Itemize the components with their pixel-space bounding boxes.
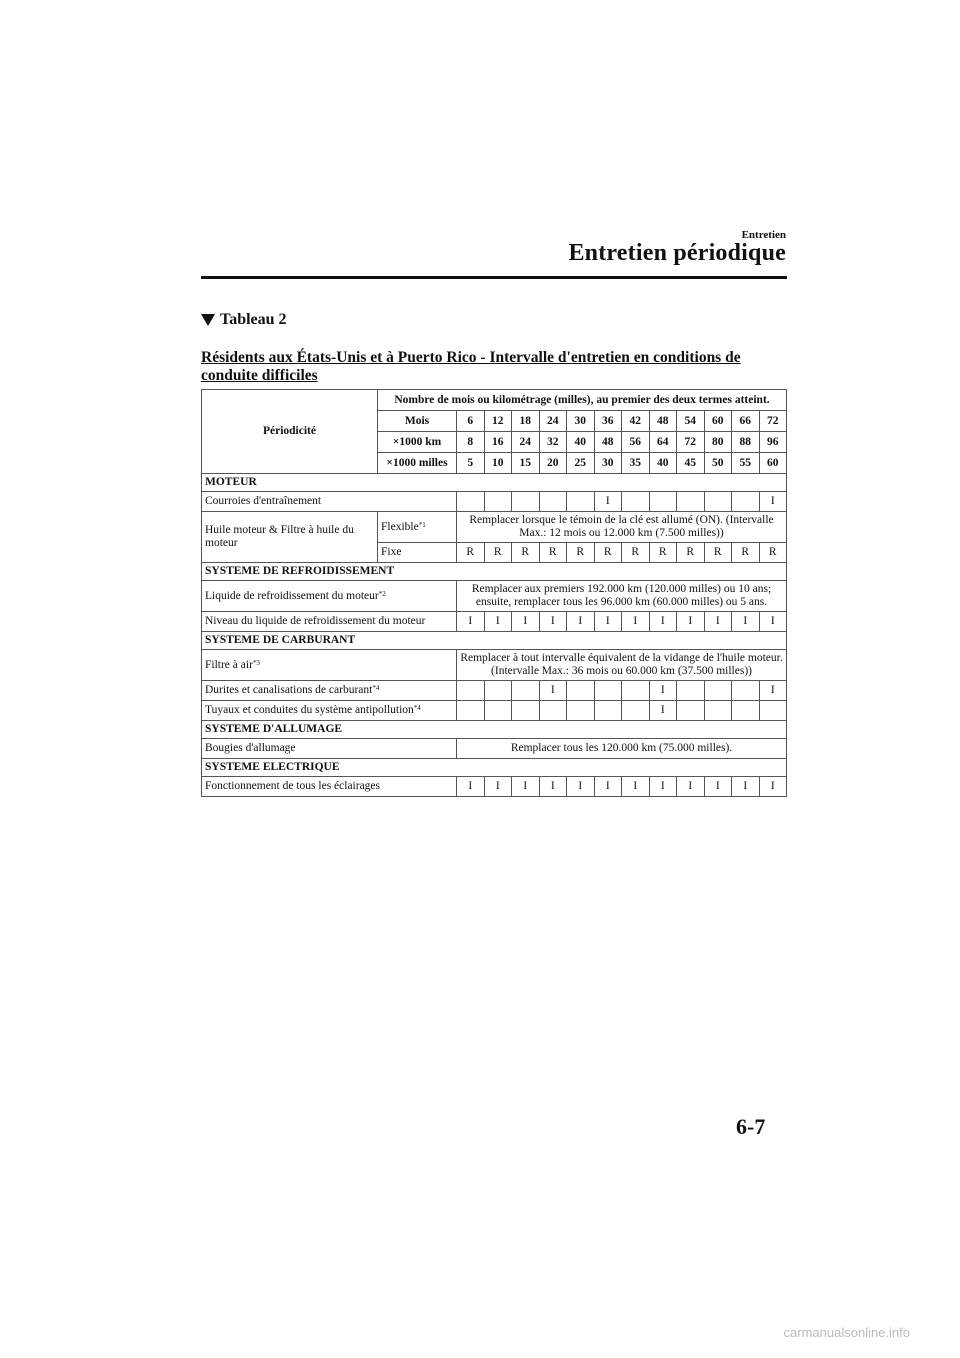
chapter-title: Entretien périodique — [568, 240, 786, 266]
cell: I — [457, 612, 485, 632]
cell — [567, 701, 595, 721]
table-heading-text: Tableau 2 — [220, 311, 287, 328]
cell: 48 — [594, 432, 622, 453]
cell: 72 — [759, 411, 787, 432]
section-heading-carburant: SYSTEME DE CARBURANT — [202, 632, 787, 650]
cell: I — [484, 777, 512, 797]
months-label: Mois — [378, 411, 457, 432]
cell — [539, 492, 567, 512]
cell: 16 — [484, 432, 512, 453]
cell — [759, 701, 787, 721]
cell: I — [704, 777, 732, 797]
cell — [677, 681, 705, 701]
cell: 24 — [539, 411, 567, 432]
periodicity-header: Périodicité — [202, 390, 378, 474]
cell: I — [649, 612, 677, 632]
cell — [704, 492, 732, 512]
cell: R — [594, 543, 622, 563]
cell: I — [539, 681, 567, 701]
row-label: Durites et canalisations de carburant$^{*4}$ — [202, 681, 457, 701]
cell: 60 — [704, 411, 732, 432]
cell: 30 — [567, 411, 595, 432]
cell — [457, 492, 485, 512]
cell: I — [759, 492, 787, 512]
cell: 55 — [732, 453, 760, 474]
cell — [732, 701, 760, 721]
cell — [594, 681, 622, 701]
cell — [622, 681, 650, 701]
cell: 72 — [677, 432, 705, 453]
cell: I — [622, 777, 650, 797]
cell: I — [649, 681, 677, 701]
cell — [567, 492, 595, 512]
table-row — [202, 739, 787, 759]
cell: 40 — [567, 432, 595, 453]
cell: R — [539, 543, 567, 563]
cell: 35 — [622, 453, 650, 474]
cell: R — [704, 543, 732, 563]
section-heading-allumage: SYSTEME D'ALLUMAGE — [202, 721, 787, 739]
cell — [677, 492, 705, 512]
maintenance-table — [201, 389, 787, 797]
cell — [704, 701, 732, 721]
cell: R — [457, 543, 485, 563]
cell: I — [457, 777, 485, 797]
cell: I — [732, 612, 760, 632]
cell: 96 — [759, 432, 787, 453]
cell: I — [567, 777, 595, 797]
cell: 12 — [484, 411, 512, 432]
cell: 42 — [622, 411, 650, 432]
table-row — [202, 492, 787, 512]
cell: 6 — [457, 411, 485, 432]
row-label: Tuyaux et conduites du système antipollution$^{*4}$ — [202, 701, 457, 721]
cell: R — [759, 543, 787, 563]
row-label: Filtre à air$^{*3}$ — [202, 650, 457, 681]
plugs-text: Remplacer tous les 120.000 km (75.000 milles). — [457, 739, 787, 759]
cell — [484, 701, 512, 721]
cell — [512, 681, 540, 701]
table-row — [202, 612, 787, 632]
cell: I — [732, 777, 760, 797]
cell: 45 — [677, 453, 705, 474]
cell: 88 — [732, 432, 760, 453]
cell: R — [622, 543, 650, 563]
cell: 40 — [649, 453, 677, 474]
cell: I — [649, 701, 677, 721]
cell — [457, 681, 485, 701]
cell: 80 — [704, 432, 732, 453]
cell — [622, 701, 650, 721]
cell: 5 — [457, 453, 485, 474]
flexible-label: Flexible$^{*1}$ — [378, 512, 457, 543]
cell: 48 — [649, 411, 677, 432]
section-heading-refroidissement: SYSTEME DE REFROIDISSEMENT — [202, 563, 787, 581]
cell: 8 — [457, 432, 485, 453]
cell: I — [594, 612, 622, 632]
cell — [512, 492, 540, 512]
row-label: Bougies d'allumage — [202, 739, 457, 759]
cell: 54 — [677, 411, 705, 432]
cell: 20 — [539, 453, 567, 474]
flexible-text: Remplacer lorsque le témoin de la clé est allumé (ON). (Intervalle Max.: 12 mois ou 12.000 km (7.500 milles)) — [457, 512, 787, 543]
cell — [649, 492, 677, 512]
cell — [567, 681, 595, 701]
cell: I — [677, 612, 705, 632]
cell — [677, 701, 705, 721]
table-row — [202, 777, 787, 797]
cell: R — [677, 543, 705, 563]
coolant-text: Remplacer aux premiers 192.000 km (120.000 milles) ou 10 ans; ensuite, remplacer tous les 96.000 km (60.000 milles) ou 5 ans. — [457, 581, 787, 612]
section-heading-electrique: SYSTEME ELECTRIQUE — [202, 759, 787, 777]
section-heading-moteur: MOTEUR — [202, 474, 787, 492]
cell: I — [759, 681, 787, 701]
cell: I — [512, 612, 540, 632]
cell — [539, 701, 567, 721]
table-subtitle: Résidents aux États-Unis et à Puerto Rico - Intervalle d'entretien en conditions de conduite difficiles — [201, 349, 741, 384]
watermark: carmanualsonline.info — [783, 1325, 910, 1340]
cell — [484, 681, 512, 701]
table-row — [202, 701, 787, 721]
cell: I — [594, 777, 622, 797]
cell: R — [484, 543, 512, 563]
cell: 24 — [512, 432, 540, 453]
cell: I — [649, 777, 677, 797]
cell: R — [512, 543, 540, 563]
cell — [594, 701, 622, 721]
cell: R — [567, 543, 595, 563]
header-rule — [201, 276, 787, 279]
row-label: Niveau du liquide de refroidissement du moteur — [202, 612, 457, 632]
row-label: Courroies d'entraînement — [202, 492, 457, 512]
cell: 18 — [512, 411, 540, 432]
cell: I — [539, 612, 567, 632]
cell — [732, 681, 760, 701]
cell: 32 — [539, 432, 567, 453]
cell: I — [677, 777, 705, 797]
cell — [512, 701, 540, 721]
cell: 36 — [594, 411, 622, 432]
row-label: Huile moteur & Filtre à huile du moteur — [202, 512, 378, 563]
cell: 56 — [622, 432, 650, 453]
cell — [484, 492, 512, 512]
section-label: Entretien — [741, 229, 786, 241]
table-row — [202, 650, 787, 681]
row-label: Liquide de refroidissement du moteur$^{*2}$ — [202, 581, 457, 612]
cell — [622, 492, 650, 512]
fixe-label: Fixe — [378, 543, 457, 563]
cell: I — [484, 612, 512, 632]
cell: 15 — [512, 453, 540, 474]
cell — [732, 492, 760, 512]
cell: 60 — [759, 453, 787, 474]
cell: R — [649, 543, 677, 563]
page-number: 6-7 — [736, 1114, 766, 1139]
air-filter-text: Remplacer à tout intervalle équivalent de la vidange de l'huile moteur. (Intervalle Max.: 36 mois ou 60.000 km (37.500 milles)) — [457, 650, 787, 681]
cell: 25 — [567, 453, 595, 474]
cell: I — [512, 777, 540, 797]
km-label: ×1000 km — [378, 432, 457, 453]
table-heading — [201, 311, 287, 329]
row-label: Fonctionnement de tous les éclairages — [202, 777, 457, 797]
cell: I — [759, 612, 787, 632]
cell: I — [539, 777, 567, 797]
miles-label: ×1000 milles — [378, 453, 457, 474]
cell: I — [594, 492, 622, 512]
cell: 66 — [732, 411, 760, 432]
cell: 30 — [594, 453, 622, 474]
cell: 10 — [484, 453, 512, 474]
cell: I — [704, 612, 732, 632]
cell — [457, 701, 485, 721]
cell: I — [759, 777, 787, 797]
table-row — [202, 581, 787, 612]
table-row — [202, 512, 787, 543]
triangle-icon — [201, 314, 215, 326]
cell: R — [732, 543, 760, 563]
cell — [704, 681, 732, 701]
cell: I — [567, 612, 595, 632]
cell: 64 — [649, 432, 677, 453]
cell: I — [622, 612, 650, 632]
table-row — [202, 681, 787, 701]
interval-note: Nombre de mois ou kilométrage (milles), au premier des deux termes atteint. — [378, 390, 787, 411]
cell: 50 — [704, 453, 732, 474]
